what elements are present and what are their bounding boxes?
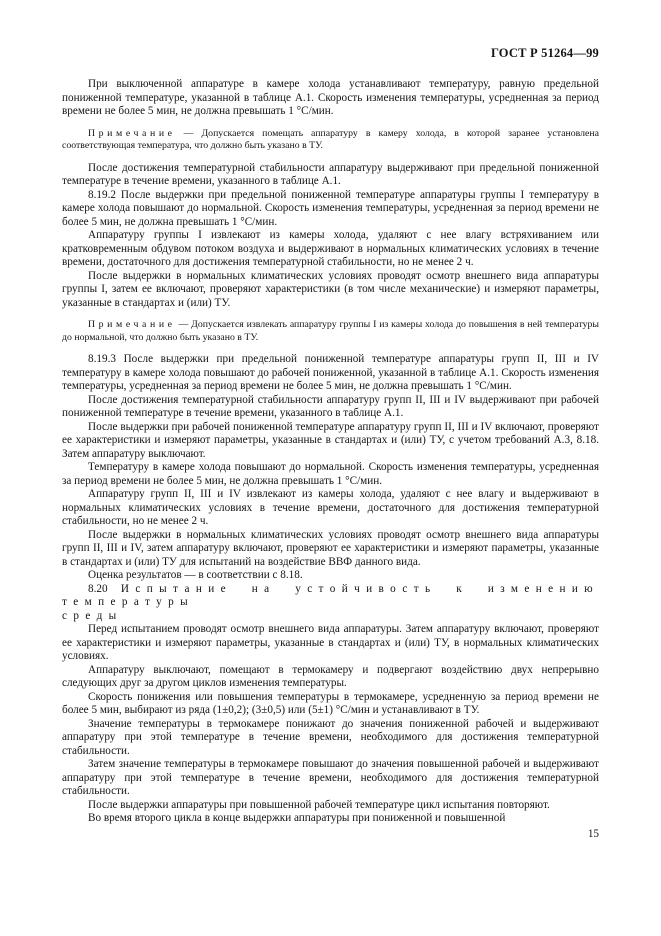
note-text: Допускается извлекать аппаратуру группы I из камеры холода до повышения в ней температуры до нормальной, что должно быть указано в ТУ.	[62, 319, 599, 343]
document-body	[62, 78, 599, 826]
note-dash: —	[175, 127, 202, 139]
note-dash: —	[175, 319, 192, 331]
paragraph: Аппаратуру групп II, III и IV извлекают из камеры холода, удаляют с нее влагу и выдерживают в нормальных климатических условиях в течение времени, достаточного для достижения температурной стабильности, но не менее 2 ч.	[62, 488, 599, 528]
section-heading	[62, 583, 599, 624]
paragraph: Аппаратуру группы I извлекают из камеры холода, удаляют с нее влагу встряхиванием или кратковременным обдувом потоком воздуха и выдерживают в нормальных климатических условиях в течение времени, достаточного для достижения температурной стабильности, но не менее 2 ч.	[62, 229, 599, 269]
paragraph: После выдержки в нормальных климатических условиях проводят осмотр внешнего вида аппаратуры групп II, III и IV, затем аппаратуру включают, проверяют ее характеристики и измеряют параметры, указанные в стандартах и (или) ТУ для испытаний на воздействие ВВФ данного вида.	[62, 528, 599, 568]
paragraph: Значение температуры в термокамере понижают до значения пониженной рабочей и выдерживают аппаратуру при этой температуре в течение времени, необходимого для достижения температурной стабильности.	[62, 717, 599, 757]
paragraph: Затем значение температуры в термокамере повышают до значения повышенной рабочей и выдерживают аппаратуру при этой температуре в течение времени, необходимого для достижения температурной стабильности.	[62, 758, 599, 798]
paragraph: Во время второго цикла в конце выдержки аппаратуры при пониженной и повышенной	[88, 812, 506, 825]
paragraph: При выключенной аппаратуре в камере холода устанавливают температуру, равную предельной пониженной температуре, указанной в таблице А.1. Скорость изменения температуры, усредненная за период времени не более 5 мин, не должна превышать 1 °С/мин.	[62, 78, 599, 117]
note-text: Допускается помещать аппаратуру в камеру холода, в которой заранее установлена соответствующая температура, что должно быть указано в ТУ.	[62, 127, 599, 152]
paragraph: После достижения температурной стабильности аппаратуру групп II, III и IV выдерживают при рабочей пониженной температуре в течение времени, указанного в таблице А.1.	[62, 393, 599, 420]
paragraph: Аппаратуру выключают, помещают в термокамеру и подвергают воздействию двух непрерывно следующих друг за другом циклов изменения температуры.	[62, 663, 599, 690]
paragraph: 8.19.2 После выдержки при предельной пониженной температуре аппаратуры группы I температуру в камере холода повышают до нормальной. Скорость изменения температуры, усредненная за период времени не более 5 мин, не должна превышать 1 °С/мин.	[62, 188, 599, 228]
section-title-continued: среды	[62, 609, 123, 622]
page-number: 15	[587, 828, 599, 840]
paragraph: Скорость понижения или повышения температуры в термокамере, усредненную за период времени не более 5 мин, выбирают из ряда (1±0,2); (3±0,5) или (5±1) °С/мин и устанавливают в ТУ.	[62, 690, 599, 717]
paragraph: Температуру в камере холода повышают до нормальной. Скорость изменения температуры, усредненная за период времени не более 5 мин, не должна превышать 1 °С/мин.	[62, 461, 599, 487]
standard-header: ГОСТ Р 51264—99	[490, 46, 599, 60]
paragraph: Оценка результатов — в соответствии с 8.18.	[88, 569, 303, 582]
note	[62, 319, 599, 344]
note	[62, 128, 599, 153]
paragraph: После выдержки аппаратуры при повышенной рабочей температуре цикл испытания повторяют.	[88, 798, 550, 811]
note-label: Примечание	[88, 319, 176, 331]
paragraph: После выдержки в нормальных климатических условиях проводят осмотр внешнего вида аппаратуры группы I, затем ее включают, проверяют характеристики (в том числе механические) и измеряют параметры, указанные в стандартах и (или) ТУ.	[62, 269, 599, 309]
note-label: Примечание	[88, 127, 176, 139]
paragraph: После достижения температурной стабильности аппаратуру выдерживают при предельной пониженной температуре в течение времени, указанного в таблице А.1.	[62, 161, 599, 188]
section-title: Испытание на устойчивость к изменению температуры	[62, 582, 599, 609]
paragraph: 8.19.3 После выдержки при предельной пониженной температуре аппаратуры групп II, III и IV температуру в камере холода повышают до рабочей пониженной, указанной в таблице А.1. Скорость изменения температуры, усредненная за период времени не более 5 мин, не должна превышать 1 °С/мин.	[62, 353, 599, 393]
paragraph: Перед испытанием проводят осмотр внешнего вида аппаратуры. Затем аппаратуру включают, проверяют ее характеристики и измеряют параметры, указанные в стандартах и (или) ТУ, в нормальных климатических условиях.	[62, 623, 599, 663]
section-number: 8.20	[88, 582, 121, 595]
paragraph: После выдержки при рабочей пониженной температуре аппаратуру групп II, III и IV включают, проверяют ее характеристики и измеряют параметры, указанные в стандартах и (или) ТУ, с учетом требований А.3, 8.18. Затем аппаратуру выключают.	[62, 420, 599, 460]
